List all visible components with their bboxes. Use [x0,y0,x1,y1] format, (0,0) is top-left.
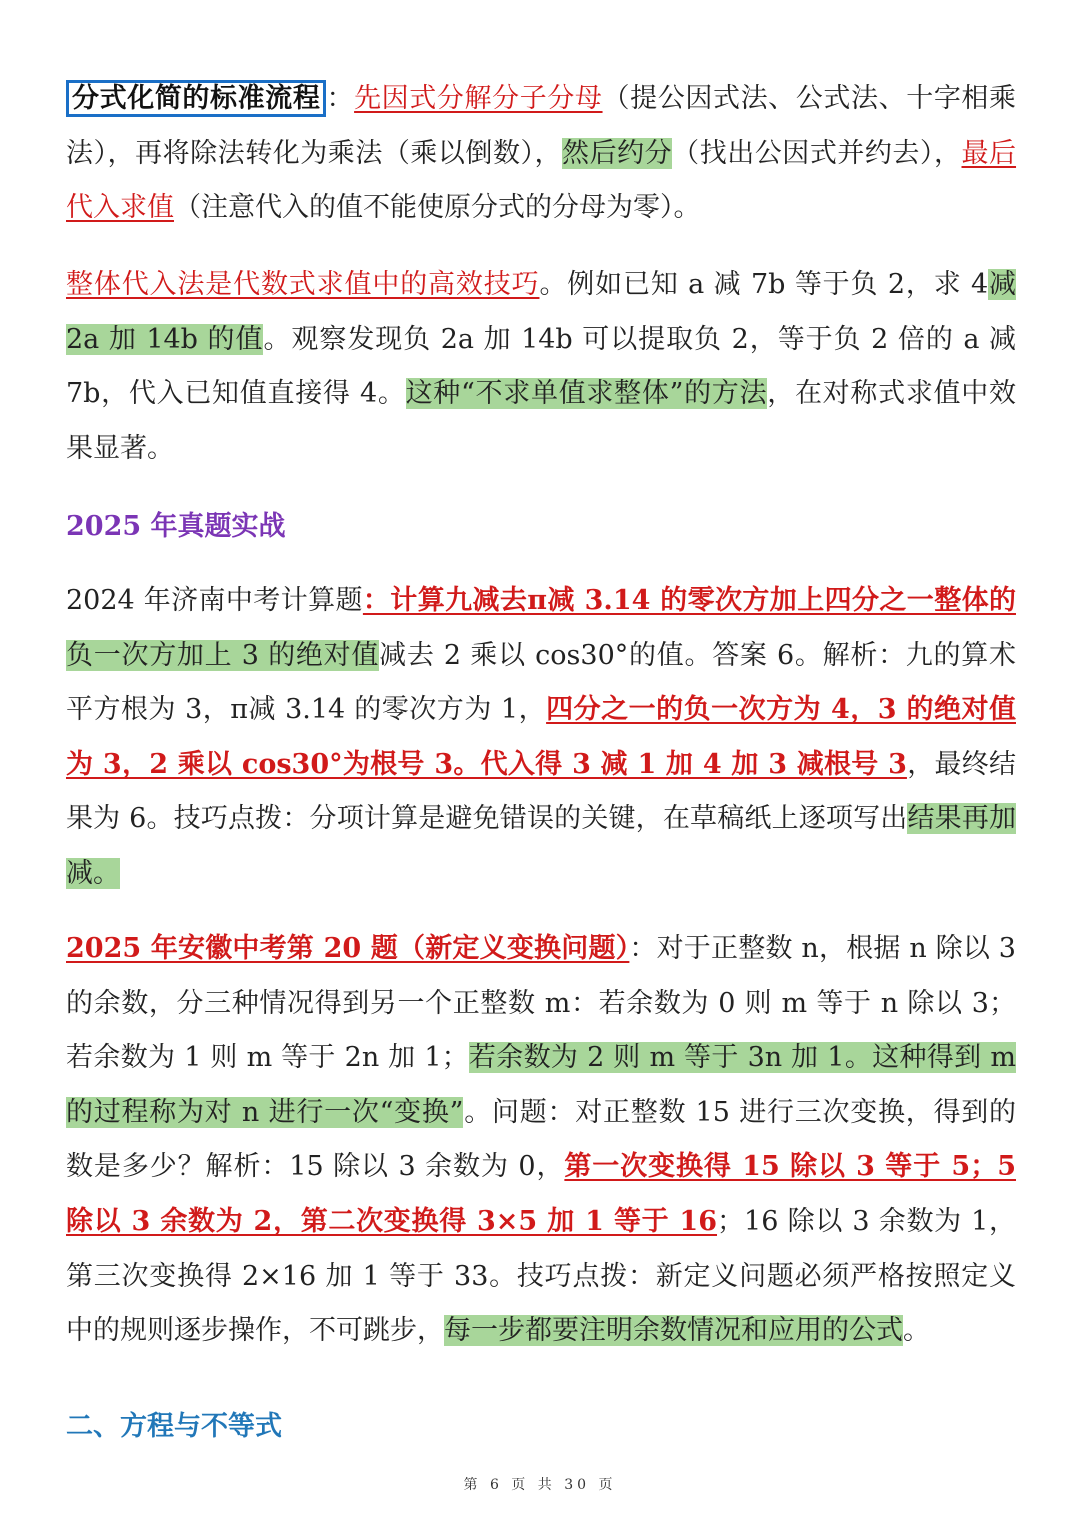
paragraph-jinan-problem [66,574,1016,902]
text-run: （提公因式法、公式法、十字相乘法），再将除法转化为乘法（乘以倒数）， [66,83,1017,169]
emphasis-red: 第一次变换得 15 除以 3 等于 5；5 除以 3 余数为 2，第二次变换得 3×5 加 1 等于 16 [66,1151,1016,1237]
emphasis-red: 最后代入求值 [66,137,1017,224]
text-run: （找出公因式并约去）， [672,137,962,169]
text-run: 减去 2 乘以 cos30°的值。答案 6。解析：九的算术平方根为 3，π减 3.14 的零次方为 1， [66,639,1016,726]
highlight-green: 减 2a 加 14b 的值 [66,269,1017,355]
emphasis-red: 2025 年安徽中考第 20 题（新定义变换问题） [66,933,630,964]
emphasis-red: 四分之一的负一次方为 4，3 的绝对值为 3，2 乘以 cos30°为根号 3。代入得 3 减 1 加 4 加 3 减根号 3 [66,694,1016,780]
paragraph-whole-substitution [66,258,1016,476]
section-heading-2025-practice: 2025 年真题实战 [66,511,286,542]
text-run: 。观察发现负 2a 加 14b 可以提取负 2，等于负 2 倍的 a 减 7b，代入已知值直接得 4。 [66,323,1016,410]
highlight-green: 这种“不求单值求整体”的方法 [405,378,768,410]
text-run: 。例如已知 a 减 7b 等于负 2，求 4 [539,269,989,300]
highlight-green: 每一步都要注明余数情况和应用的公式 [444,1315,903,1347]
text-run: ；16 除以 3 余数为 1，第三次变换得 2×16 加 1 等于 33。技巧点拨：新定义问题必须严格按照定义中的规则逐步操作，不可跳步， [66,1205,1017,1347]
paragraph-fraction-procedure [66,72,1016,236]
text-run: ，最终结果为 6。技巧点拨：分项计算是避免错误的关键，在草稿纸上逐项写出 [66,748,1016,835]
text-run: （注意代入的值不能使原分式的分母为零）。 [174,192,701,224]
highlight-green: 然后约分 [562,137,673,169]
section-heading-equations: 二、方程与不等式 [66,1411,282,1442]
highlight-green: 若余数为 2 则 m 等于 3n 加 1。这种得到 m 的过程称为对 n 进行一次“变换” [66,1042,1016,1128]
emphasis-red: 先因式分解分子分母 [354,83,603,114]
page-footer: 第 6 页 共 30 页 [463,1477,617,1493]
emphasis-red: 整体代入法是代数式求值中的高效技巧 [66,269,540,300]
text-colon: ： [326,83,355,114]
text-run: ，在对称式求值中效果显著。 [66,378,1016,464]
emphasis-red: ：计算九减去π减 3.14 的零次方加上四分之一整体的 [362,585,1016,616]
text-run: ：对于正整数 n，根据 n 除以 3 的余数，分三种情况得到另一个正整数 m：若余数为 0 则 m 等于 n 除以 3；若余数为 1 则 m 等于 2n 加 1； [66,933,1016,1074]
paragraph-anhui-problem [66,922,1016,1359]
text-run: 2024 年济南中考计算题 [66,585,363,616]
boxed-heading: 分式化简的标准流程 [66,80,326,117]
text-run: 。问题：对正整数 15 进行三次变换，得到的数是多少？解析：15 除以 3 余数为 0， [66,1096,1016,1183]
text-run: 。 [903,1315,930,1347]
highlight-green: 结果再加减。 [66,803,1017,889]
highlight-green: 负一次方加上 3 的绝对值 [66,639,380,671]
